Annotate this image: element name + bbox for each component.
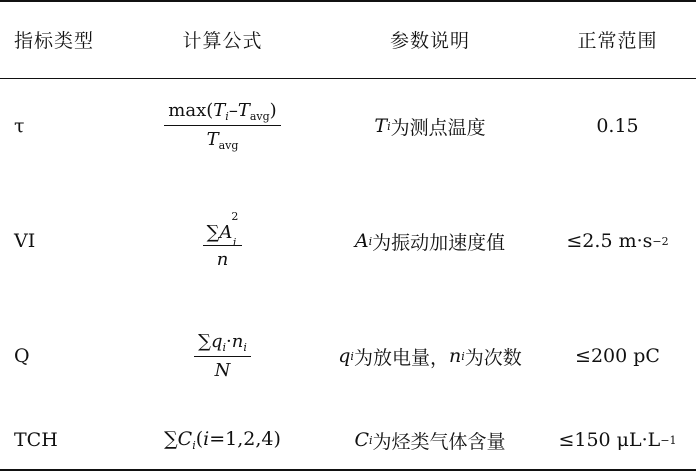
- param-subscript: i: [350, 349, 354, 363]
- row-formula: [140, 326, 305, 386]
- formula-denominator: N: [214, 360, 231, 381]
- range-exponent: −1: [660, 433, 677, 447]
- range-exponent: −2: [652, 234, 669, 248]
- row-param: [320, 420, 540, 460]
- row-type: VI: [14, 230, 36, 252]
- row-param: [320, 221, 540, 261]
- row-range: 0.15: [596, 115, 639, 137]
- formula-fraction: [194, 331, 251, 381]
- row-param: [320, 336, 540, 376]
- formula-inline: $\sum C_i(i=1,2,4)$: [164, 428, 281, 452]
- header-type: 指标类型: [14, 29, 95, 52]
- row-type: TCH: [14, 429, 58, 451]
- row-range: ≤200 pC: [575, 345, 660, 367]
- header-range: 正常范围: [577, 29, 658, 52]
- range-value: ≤2.5 m·s: [566, 230, 653, 252]
- header-param: 参数说明: [389, 29, 470, 52]
- row-param: [320, 106, 540, 146]
- param-description: 为测点温度: [390, 116, 486, 139]
- param-variable: q: [338, 345, 351, 367]
- param-description-2: 为次数: [464, 346, 522, 369]
- header-formula: 计算公式: [182, 29, 263, 52]
- row-type: Q: [14, 345, 30, 367]
- param-variable: T: [374, 115, 388, 137]
- row-formula: [140, 206, 305, 276]
- param-description: 为振动加速度值: [372, 231, 506, 254]
- formula-denominator: n: [216, 249, 229, 270]
- param-description: 为放电量，: [353, 346, 449, 369]
- formula-fraction: [164, 100, 280, 152]
- param-description: 为烃类气体含量: [372, 430, 506, 453]
- row-formula: [140, 420, 305, 460]
- param-subscript-2: i: [461, 349, 465, 363]
- row-formula: [140, 96, 305, 156]
- param-variable: C: [354, 429, 369, 451]
- range-value: ≤150 μL·L: [558, 429, 661, 451]
- table-top-rule: [0, 0, 696, 2]
- formula-denominator: $T_{avg}$: [206, 129, 239, 152]
- formula-numerator: ∑A 2 i: [203, 212, 243, 246]
- param-variable-2: n: [448, 345, 462, 367]
- param-subscript: i: [387, 119, 391, 133]
- param-subscript: i: [369, 433, 373, 447]
- formula-numerator: $\max(T_i-T_{avg})$: [164, 100, 280, 126]
- param-variable: A: [354, 230, 369, 252]
- param-subscript: i: [368, 234, 373, 248]
- row-range: [545, 420, 690, 460]
- row-type: τ: [14, 115, 25, 137]
- formula-fraction: [203, 212, 243, 270]
- row-range: [545, 221, 690, 261]
- table-header-rule: [0, 78, 696, 79]
- formula-numerator: $\sum q_i\cdot n_i$: [194, 331, 251, 357]
